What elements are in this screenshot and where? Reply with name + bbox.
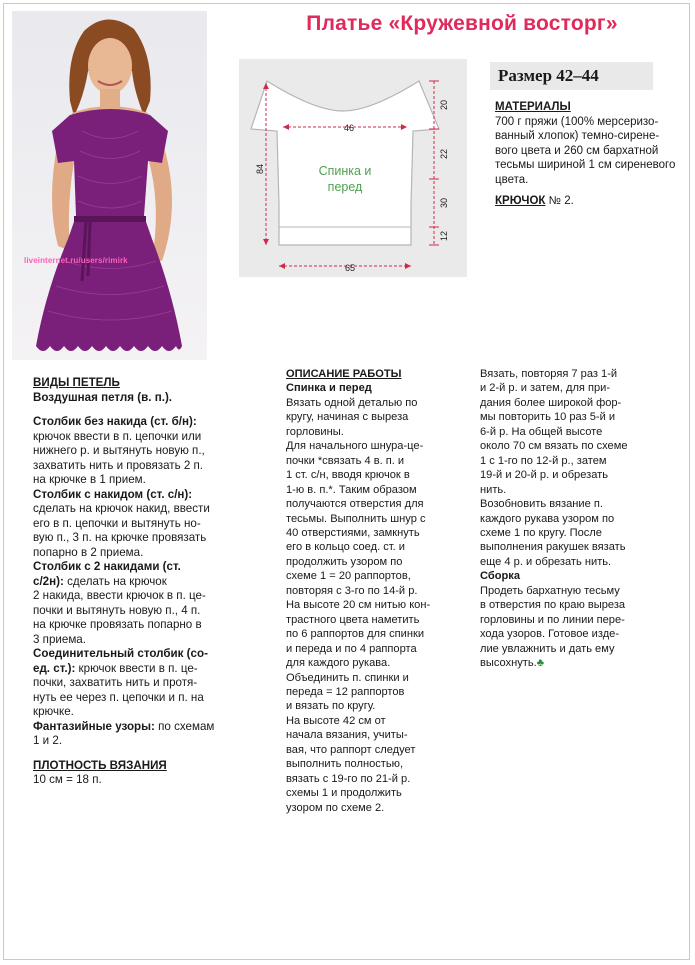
stitch-tr	[33, 560, 251, 647]
stitch-dc	[33, 488, 251, 561]
stitch-dc-title: Столбик с накидом (ст. с/н):	[33, 487, 193, 501]
stitch-tr-text: сделать на крючок 2 накида, ввести крючок в п. це- почки и вытянуть новую п., 4 п. на крючке провязать попарно в 3 приема.	[33, 574, 206, 646]
materials-text: 700 г пряжи (100% мерсеризо- ванный хлопок) темно-сирене- вого цвета и 260 см бархатной тесьмы шириной 1 см сиреневого цвета.	[495, 115, 676, 186]
stitch-sc-text: крючок ввести в п. цепочки или нижнего р. и вытянуть новую п., захватить нить и провязать 2 п. на крючке в 1 прием.	[33, 429, 205, 486]
back-front-subheading: Спинка и перед	[286, 382, 372, 395]
stitch-slst-title: Соединительный столбик (со- ед. ст.):	[33, 647, 208, 675]
hook-value: № 2.	[548, 195, 574, 207]
stitch-sc	[33, 415, 251, 488]
work-continued-column	[480, 367, 648, 671]
stitch-slst	[33, 647, 251, 720]
assembly-text: Продеть бархатную тесьму в отверстия по краю выреза горловины и по линии пере- хода узоров. Готовое изде- лие увлажнить и дать ему высохнуть.	[480, 584, 626, 670]
garment-outline	[251, 81, 439, 245]
dim-height: 84	[255, 163, 265, 175]
stitch-sc-title: Столбик без накида (ст. б/н):	[33, 415, 197, 428]
dim-right-2: 22	[439, 148, 449, 160]
density-text: 10 см = 18 п.	[33, 773, 102, 786]
assembly-heading: Сборка	[480, 570, 520, 583]
page-title: Платье «Кружевной восторг»	[306, 12, 618, 35]
stitch-chain-title: Воздушная петля (в. п.).	[33, 390, 173, 404]
dim-width: 46	[343, 123, 355, 133]
stitch-fancy-title: Фантазийные узоры:	[33, 719, 155, 733]
work-text: Вязать одной деталью по кругу, начиная с выреза горловины. Для начального шнура-це- почки *связать 4 в. п. и 1 ст. с/н, вводя крючок в 1-ю в. п.*. Таким образом получаются отверстия для тесьмы. Выполнить шнур с 40 отверстиями, замкнуть его в кольцо соед. ст. и продолжить узором по схеме 1 = 20 раппортов, повторяя с 3-го по 14-й р. На высоте 20 см нитью кон- трастного цвета наметить по 6 раппортов для спинки и переда и по 4 раппорта для каждого рукава. Объединить п. спинки и переда = 12 раппортов и вязать по кругу. На высоте 42 см от начала вязания, учиты- вая, что раппорт следует выполнить полностью, вязать с 19-го по 21-й р. схемы 1 и продолжить узором по схеме 2.	[286, 396, 431, 814]
stitch-fancy	[33, 720, 251, 749]
photo-watermark: liveinternet.ru/users/rimirk	[24, 256, 128, 265]
work-description-column	[286, 367, 451, 815]
stitch-tr-title: Столбик с 2 накидами (ст. с/2н):	[33, 560, 181, 588]
assembly-text-block	[480, 584, 648, 671]
dress-illustration	[12, 11, 207, 360]
hook-label: КРЮЧОК	[495, 195, 546, 207]
stitch-types-column	[33, 376, 251, 788]
materials-heading: МАТЕРИАЛЫ	[495, 101, 571, 113]
work-heading: ОПИСАНИЕ РАБОТЫ	[286, 368, 402, 380]
dim-right-3: 30	[439, 197, 449, 209]
model-photo	[12, 11, 207, 360]
schema-label-line1: Спинка и	[318, 164, 372, 178]
stitch-types-heading: ВИДЫ ПЕТЕЛЬ	[33, 376, 120, 389]
dim-bottom: 65	[344, 263, 356, 273]
materials-section	[495, 100, 680, 188]
stitch-dc-text: сделать на крючок накид, ввести его в п. цепочки и вытянуть но- вую п., 3 п. на крючке провязать попарно в 2 приема.	[33, 502, 210, 559]
schema-label-line2: перед	[327, 180, 363, 194]
work-text-continued: Вязать, повторяя 7 раз 1-й и 2-й р. и затем, для при- дания более широкой фор- мы повторить 10 раз 5-й и 6-й р. На общей высоте около 70 см вязать по схеме 1 с 1-го по 12-й р., затем 19-й и 20-й р. и обрезать нить.	[480, 368, 628, 496]
dim-right-1: 20	[439, 99, 449, 111]
sleeve-text: Возобновить вязание п. каждого рукава узором по схеме 1 по кругу. После выполнения ракушек вязать еще 4 р. и обрезать нить.	[480, 498, 626, 568]
stitch-fancy-text: по схемам 1 и 2.	[33, 719, 215, 747]
end-mark-icon: ♣	[536, 657, 545, 670]
garment-schema	[239, 59, 467, 277]
size-label: Размер 42–44	[490, 62, 653, 90]
dim-right-4: 12	[439, 230, 449, 242]
hook-section	[495, 195, 574, 207]
density-heading: ПЛОТНОСТЬ ВЯЗАНИЯ	[33, 758, 167, 772]
stitch-slst-text: крючок ввести в п. це- почки, захватить нить и протя- нуть ее через п. цепочки и п. на крючке.	[33, 661, 204, 718]
